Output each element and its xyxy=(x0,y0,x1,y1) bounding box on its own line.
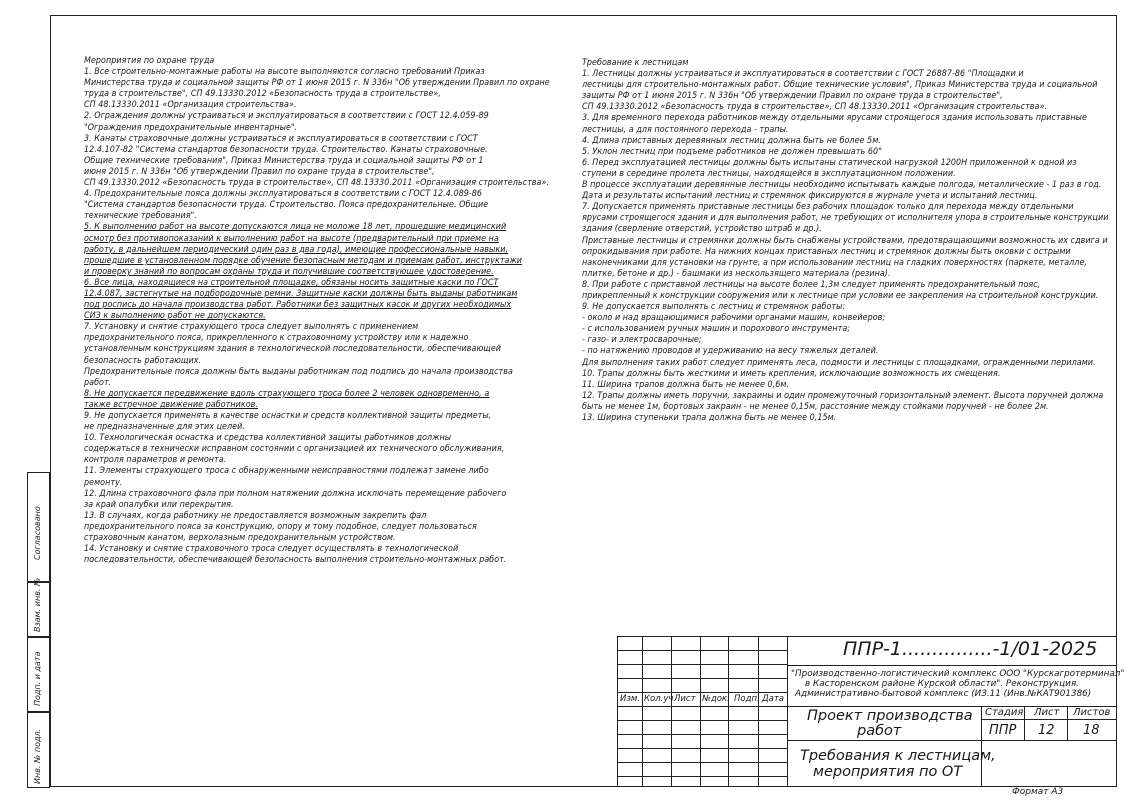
right-text-line: 7. Допускается применять приставные лестницы без рабочих площадок только для перехода между отдельными xyxy=(582,202,1074,213)
right-text-line: лестницы, а для постоянного перехода - трапы. xyxy=(582,124,789,135)
sheet-value: 12 xyxy=(1038,723,1055,738)
binding-strip xyxy=(27,472,50,788)
sheets-label: Листов xyxy=(1073,707,1111,718)
title-block xyxy=(617,636,1125,787)
left-text-line: 8. Не допускается передвижение вдоль страхующего троса более 2 человек одновременно, а xyxy=(84,388,490,399)
right-text-line: - газо- и электросварочные; xyxy=(582,335,702,346)
right-text-line: 13. Ширина ступеньки трапа должна быть не менее 0,15м. xyxy=(582,413,837,423)
left-text-line: не предназначенные для этих целей. xyxy=(84,422,245,433)
right-text-line: 4. Длина приставных деревянных лестниц должна быть не более 5м. xyxy=(582,135,881,146)
right-text-line: СП 49.13330.2012 «Безопасность труда в строительстве», СП 48.13330.2011 «Организация строительства». xyxy=(582,102,1048,113)
right-text-line: 8. При работе с приставной лестницы на высоте более 1,3м следует применять предохранительный пояс, xyxy=(582,279,1041,290)
right-text-line: 12. Трапы должны иметь поручни, закраины и один промежуточный горизонтальный элемент. Высота поручней должна xyxy=(582,390,1104,401)
right-text-line: 3. Для временного перехода работников между отдельными ярусами строящегося здания использовать приставные xyxy=(582,113,1087,124)
left-text-line: СП 49.13330.2012 «Безопасность труда в строительстве», СП 48.13330.2011 «Организация строительства». xyxy=(84,178,550,189)
left-text-line: предохранительного пояса, прикрепленного к страховочному устройству или к надежно xyxy=(84,333,469,344)
right-text-line: 9. Не допускается выполнять с лестниц и стремянок работы: xyxy=(582,302,846,313)
agreed-label: Согласовано xyxy=(33,506,42,560)
header-list: Лист xyxy=(674,694,696,704)
object-line-3: Административно-бытовой комплекс (ИЗ.11 (Инв.№КАТ901386) xyxy=(795,689,1092,699)
left-text-line: страховочным канатом, верхолазным предохранительным устройством. xyxy=(84,533,396,544)
left-text-line: июня 2015 г. N 336н "Об утверждении Правил по охране труда в строительстве", xyxy=(84,166,435,177)
right-text-line: 1. Лестницы должны устраиваться и эксплуатироваться в соответствии с ГОСТ 26887-86 "Площадки и xyxy=(582,69,1024,80)
left-text-line: содержаться в технически исправном состоянии с организацией их технического обслуживания, xyxy=(84,444,505,455)
left-text-line: 2. Ограждения должны устраиваться и эксплуатироваться в соответствии с ГОСТ 12.4.059-89 xyxy=(84,111,489,122)
left-text-line: 10. Технологическая оснастка и средства коллективной защиты работников должны xyxy=(84,433,452,444)
left-text-line: 14. Установку и снятие страховочного троса следует осуществлять в технологической xyxy=(84,544,459,555)
left-text-line: "Ограждения предохранительные инвентарные". xyxy=(84,122,298,133)
right-text-line: ступени в середине пролета лестницы, находящейся в эксплуатационном положении. xyxy=(582,168,956,179)
left-text-line: СИЗ к выполнению работ не допускаются. xyxy=(84,311,266,322)
left-text-line: 12.4.087, застегнутые на подбородочные ремни. Защитные каски должны быть выданы работникам xyxy=(84,288,518,299)
right-text-line: наконечниками для установки на грунте, а при использовании лестниц на гладких поверхностях (паркете, металле, xyxy=(582,257,1088,268)
right-text-line: защиты РФ от 1 июня 2015 г. N 336н "Об утверждении Правил по охране труда в строительстве", xyxy=(582,91,1003,102)
left-text-line: предохранительного пояса за конструкцию, опору и тому подобное, следует пользоваться xyxy=(84,521,477,532)
right-text-line: Требование к лестницам xyxy=(582,58,689,68)
sign-date-label: Подп. и дата xyxy=(33,651,42,706)
right-text-line: 6. Перед эксплуатацией лестницы должны быть испытаны статической нагрузкой 1200Н приложенной к одной из xyxy=(582,157,1077,168)
left-text-line: "Система стандартов безопасности труда. Строительство. Пояса предохранительные. Общие xyxy=(84,200,489,211)
sheet-title-line-2: мероприятия по ОТ xyxy=(813,764,963,780)
left-text-line: за край опалубки или перекрытия. xyxy=(84,499,234,510)
right-text-line: - около и над вращающимися рабочими органами машин, конвейеров; xyxy=(582,313,886,324)
ladder-requirements-text xyxy=(582,58,1112,424)
left-text-line: 1. Все строительно-монтажные работы на высоте выполняются согласно требований Приказ xyxy=(84,67,485,78)
sheet-label: Лист xyxy=(1034,707,1060,718)
header-izm: Изм. xyxy=(620,694,640,704)
header-data: Дата xyxy=(762,694,785,704)
left-text-line: СП 48.13330.2011 «Организация строительства». xyxy=(84,100,297,111)
sheets-value: 18 xyxy=(1083,723,1100,738)
left-text-line: осмотр без противопоказаний к выполнению работ на высоте (предварительный при приеме на xyxy=(84,233,499,244)
left-text-line: работ. xyxy=(84,377,112,388)
right-text-line: лестницы для строительно-монтажных работ. Общие технические условия", Приказ Министерства труда и социальной xyxy=(582,80,1098,91)
left-text-line: 12. Длина страховочного фала при полном натяжении должна исключать перемещение рабочего xyxy=(84,488,507,499)
left-text-line: прошедшие в установленном порядке обучение безопасным методам и приемам работ, инструктажи xyxy=(84,255,522,266)
right-text-line: - по натяжению проводов и удерживанию на весу тяжелых деталей. xyxy=(582,346,879,357)
right-text-line: Приставные лестницы и стремянки должны быть снабжены устройствами, предотвращающими возможность их сдвига и xyxy=(582,235,1108,246)
right-text-line: опрокидывания при работе. На нижних концах приставных лестниц и стремянок должны быть оковки с острыми xyxy=(582,246,1071,257)
left-text-line: технические требования". xyxy=(84,211,197,222)
replace-inv-label: Взам. инв. № xyxy=(33,577,42,632)
right-text-line: В процессе эксплуатации деревянные лестницы необходимо испытывать каждые полгода, металлические - 1 раз в год. xyxy=(582,180,1102,191)
left-text-line: установленным конструкциям здания в технологической последовательности, обеспечивающей xyxy=(84,344,502,355)
left-text-line: Министерства труда и социальной защиты РФ от 1 июня 2015 г. N 336н "Об утверждении Правил по охране xyxy=(84,78,550,89)
left-text-line: Мероприятия по охране труда xyxy=(84,56,215,66)
sheet-title-line-1: Требования к лестницам, xyxy=(800,748,996,764)
document-code: ППР-1...............-1/01-2025 xyxy=(843,638,1098,660)
project-title-line-1: Проект производства xyxy=(807,708,973,724)
left-text-line: 7. Установку и снятие страхующего троса следует выполнять с применением xyxy=(84,322,419,333)
right-text-line: Для выполнения таких работ следует применять леса, подмости и лестницы с площадками, огражденными перилами. xyxy=(582,357,1096,368)
left-text-line: Общие технические требования", Приказ Министерства труда и социальной защиты РФ от 1 xyxy=(84,155,484,166)
object-line-2: в Касторенском районе Курской области". Реконструкция. xyxy=(805,679,1079,689)
right-text-line: быть не менее 1м, бортовых закраин - не менее 0,15м, расстояние между стойками поручней - не более 2м. xyxy=(582,401,1049,412)
left-text-line: 5. К выполнению работ на высоте допускаются лица не моложе 18 лет, прошедшие медицинский xyxy=(84,222,507,233)
left-text-line: 9. Не допускается применять в качестве оснастки и средств коллективной защиты предметы, xyxy=(84,411,492,421)
header-docnum: №док. xyxy=(702,694,730,704)
left-text-line: Предохранительные пояса должны быть выданы работникам под подпись до начала производства xyxy=(84,366,513,377)
left-text-line: 4. Предохранительные пояса должны эксплуатироваться в соответствии с ГОСТ 12.4.089-86 xyxy=(84,189,483,200)
format-label: Формат А3 xyxy=(1012,787,1064,797)
left-text-line: под роспись до начала производства работ. Работники без защитных касок и других необходимых xyxy=(84,300,512,311)
left-text-line: и проверку знаний по вопросам охраны труда и получившие соответствующее удостоверение. xyxy=(84,266,494,277)
right-text-line: Дата и результаты испытаний лестниц и стремянок фиксируются в журнале учета и испытаний лестниц. xyxy=(582,191,1038,202)
header-koluch: Кол.уч xyxy=(644,694,674,704)
right-text-line: плитке, бетоне и др.) - башмаки из нескользящего материала (резина). xyxy=(582,268,891,279)
right-text-line: 10. Трапы должны быть жесткими и иметь крепления, исключающие возможность их смещения. xyxy=(582,368,1001,379)
right-text-line: 11. Ширина трапов должна быть не менее 0,6м. xyxy=(582,379,790,390)
labor-safety-measures-text xyxy=(84,56,558,566)
right-text-line: здания (сверление отверстий, устройство штраб и др.). xyxy=(582,224,822,235)
left-text-line: безопасность работающих. xyxy=(84,355,202,366)
left-text-line: 3. Канаты страховочные должны устраиваться и эксплуатироваться в соответствии с ГОСТ xyxy=(84,133,478,144)
object-line-1: "Производственно-логистический комплекс ООО "Курскагротерминал" xyxy=(791,669,1125,679)
right-text-line: прикрепленный к конструкции сооружения или к лестнице при условии ее закрепления на строительной конструкции. xyxy=(582,290,1099,301)
left-text-line: контроля параметров и ремонта. xyxy=(84,455,227,466)
right-text-line: - с использованием ручных машин и порохового инструмента; xyxy=(582,324,851,335)
stage-label: Стадия xyxy=(985,707,1024,718)
left-text-line: работу, в дальнейшем периодический один раз в два года), имеющие профессиональные навыки, xyxy=(84,244,509,255)
stage-value: ППР xyxy=(989,723,1017,738)
left-text-line: 11. Элементы страхующего троса с обнаруженными неисправностями подлежат замене либо xyxy=(84,466,489,477)
left-text-line: 12.4.107-82 "Система стандартов безопасности труда. Строительство. Канаты страховочные. xyxy=(84,144,488,155)
right-text-line: ярусами строящегося здания и для выполнения работ, не требующих от исполнителя упора в строительные конструкции xyxy=(582,213,1109,224)
right-text-line: 5. Уклон лестниц при подъеме работников не должен превышать 60° xyxy=(582,146,883,157)
left-text-line: труда в строительстве", СП 49.13330.2012 «Безопасность труда в строительстве», xyxy=(84,89,441,100)
left-text-line: 6. Все лица, находящиеся на строительной площадке, обязаны носить защитные каски по ГОСТ xyxy=(84,277,499,288)
left-text-line: также встречное движение работников. xyxy=(84,399,259,410)
project-title-line-2: работ xyxy=(857,723,902,739)
left-text-line: 13. В случаях, когда работнику не предоставляется возможным закрепить фал xyxy=(84,510,427,521)
left-text-line: ремонту. xyxy=(84,477,123,488)
header-podp: Подп. xyxy=(734,694,760,704)
inv-orig-label: Инв. № подл. xyxy=(33,728,42,784)
left-text-line: последовательности, обеспечивающей безопасность выполнения строительно-монтажных работ. xyxy=(84,555,507,566)
